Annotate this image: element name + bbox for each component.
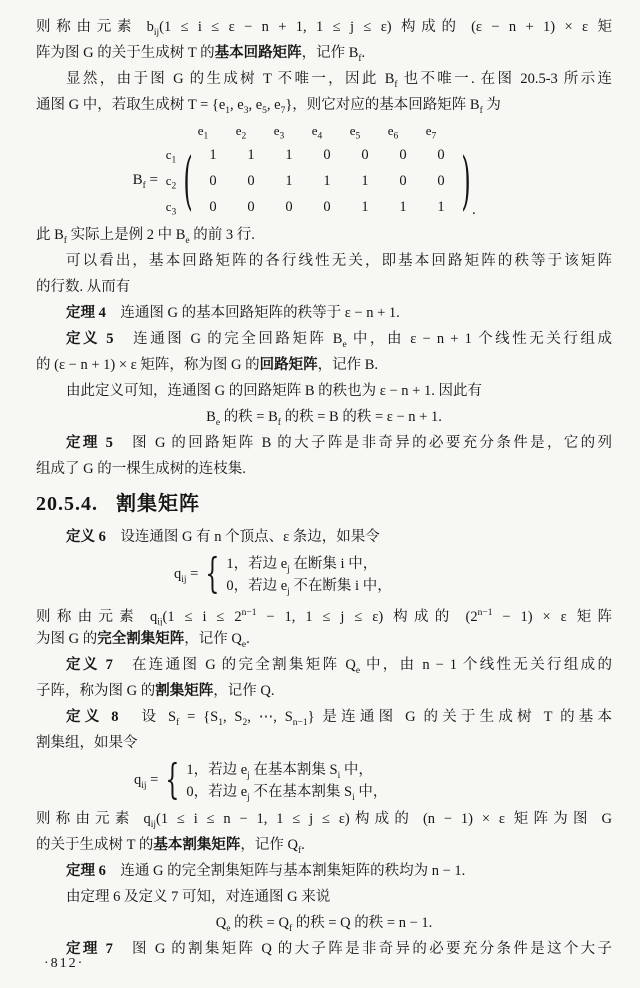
matrix-bf — [88, 120, 612, 220]
left-brace: { — [165, 757, 180, 805]
matrix-col-header: $e_6$ — [387, 123, 399, 142]
matrix-col-header: $e_4$ — [311, 123, 323, 142]
matrix-period: . — [472, 202, 476, 218]
matrix-name: $B_f$ = — [132, 171, 158, 191]
para-qf-def-line1: 则称由元素 $q_{ij}(1 \le i \le n - 1$, 1 ≤ j ≤ ε)构成的 (n − 1) × ε 矩阵为图 G — [36, 811, 612, 830]
matrix-cell: 0 — [437, 147, 445, 163]
theorem-5-line2: 组成了 G 的一棵生成树的连枝集. — [36, 461, 246, 477]
matrix-cell: 1 — [323, 173, 331, 189]
case-line: 0，若边 $e_j$ 不在基本割集 $S_i$ 中， — [186, 784, 388, 803]
matrix-col-header: $e_3$ — [273, 123, 285, 142]
para-circuit-matrix-def-line2: 阵为图 G 的关于生成树 T 的基本回路矩阵，记作 $B_f$. — [36, 45, 366, 64]
matrix-cell: 0 — [361, 147, 369, 163]
matrix-cell: 0 — [285, 199, 293, 215]
matrix-cell: 1 — [361, 199, 369, 215]
matrix-cell: 1 — [399, 199, 407, 215]
para-qe-def-line1: 则称由元素 $q_{ij}(1 \le i \le 2^{n-1} - 1$, 1 ≤ j ≤ ε) 构成的 $(2^{n-1} - 1) \times \varepsilon$ 矩阵 — [36, 608, 612, 626]
matrix-column-headers — [184, 120, 612, 142]
matrix-col-header: $e_5$ — [349, 123, 361, 142]
para-qe-def-line2: 为图 G 的完全割集矩阵，记作 $Q_e$. — [36, 631, 250, 650]
matrix-row — [194, 194, 460, 220]
case-line: 0，若边 $e_j$ 不在断集 i 中， — [226, 578, 392, 597]
formula-cutset-cases — [174, 553, 612, 597]
formula-fundamental-cutset-cases — [134, 759, 612, 803]
theorem-6: 定理 6 连通 G 的完全割集矩阵与基本割集矩阵的秩均为 n − 1. — [66, 863, 466, 879]
page-number: ·812· — [44, 956, 85, 971]
para-circuit-matrix-def-line1: 则称由元素 $b_{ij}(1 \le i \le \varepsilon - n + 1$, 1 ≤ j ≤ ε) 构成的 (ε − n + 1) × ε 矩 — [36, 19, 612, 38]
left-paren: ( — [183, 144, 193, 218]
matrix-col-header: $e_2$ — [235, 123, 247, 142]
right-paren: ) — [461, 144, 471, 218]
equation-rank-chain-b: $B_e$ 的秩 = $B_f$ 的秩 = B 的秩 = ε − n + 1. — [206, 409, 442, 428]
definition-7-line1: 定义 7 在连通图 G 的完全割集矩阵 $Q_e$ 中，由 n − 1 个线性无关行组成的 — [66, 657, 612, 676]
matrix-cell: 0 — [399, 173, 407, 189]
equation-rank-chain-q: $Q_e$ 的秩 = $Q_f$ 的秩 = Q 的秩 = n − 1. — [215, 915, 433, 934]
para-bf-not-unique-line1: 显然，由于图 G 的生成树 T 不唯一，因此 $B_f$ 也不唯一. 在图 20.5-3 所示连 — [66, 71, 612, 90]
case-lines — [226, 553, 391, 597]
para-rank-b: 由此定义可知，连通图 G 的回路矩阵 B 的秩也为 ε − n + 1. 因此有 — [66, 383, 482, 399]
matrix-cell: 1 — [285, 173, 293, 189]
para-rank-remark-line2: 的行数. 从而有 — [36, 279, 131, 295]
definition-8-line1: 定义 8 设 $S_f = \{S_1$, $S_2$, ⋯, $S_{n-1}$} 是连通图 G 的关于生成树 T 的基本 — [66, 709, 612, 728]
para-bf-not-unique-line2: 通图 G 中，若取生成树 $T = \{e_1$, $e_3$, $e_5$, $e_7$}，则它对应的基本回路矩阵 $B_f$ 为 — [36, 97, 501, 116]
definition-7-line2: 子阵，称为图 G 的割集矩阵，记作 Q. — [36, 683, 275, 699]
definition-6: 定义 6 设连通图 G 有 n 个顶点、ε 条边，如果令 — [66, 529, 380, 545]
matrix-cell: 0 — [399, 147, 407, 163]
matrix-row — [194, 142, 460, 168]
theorem-5-line1: 定理 5 图 G 的回路矩阵 B 的大子阵是非奇异的必要充分条件是，它的列 — [66, 435, 612, 451]
matrix-cell: 0 — [209, 173, 217, 189]
matrix-cell: 1 — [361, 173, 369, 189]
case-line: 1，若边 $e_j$ 在断集 i 中， — [226, 556, 378, 575]
matrix-cell: 0 — [323, 147, 331, 163]
matrix-cell: 1 — [247, 147, 255, 163]
theorem-7: 定理 7 图 G 的割集矩阵 Q 的大子阵是非奇异的必要充分条件是这个大子 — [66, 941, 612, 957]
matrix-cell: 0 — [323, 199, 331, 215]
matrix-row-label: $c_2$ — [165, 173, 177, 192]
theorem-4: 定理 4 连通图 G 的基本回路矩阵的秩等于 ε − n + 1. — [66, 305, 400, 321]
matrix-row-label: $c_1$ — [165, 147, 177, 166]
case-lines — [186, 759, 387, 803]
section-heading — [36, 490, 612, 518]
matrix-row-labels — [160, 142, 182, 220]
definition-8-line2: 割集组，如果令 — [36, 735, 138, 751]
matrix-cell: 0 — [247, 199, 255, 215]
para-from-thm6: 由定理 6 及定义 7 可知，对连通图 G 来说 — [66, 889, 331, 905]
para-rank-remark-line1: 可以看出，基本回路矩阵的各行线性无关，即基本回路矩阵的秩等于该矩阵 — [66, 253, 612, 269]
section-number: 20.5.4. — [36, 493, 98, 515]
definition-5-line1: 定义 5 连通图 G 的完全回路矩阵 $B_e$ 中，由 ε − n + 1 个线性无关行组成 — [66, 331, 612, 350]
section-title: 割集矩阵 — [116, 493, 200, 515]
para-qf-def-line2: 的关于生成树 T 的基本割集矩阵，记作 $Q_f$. — [36, 837, 305, 856]
matrix-cell: 0 — [247, 173, 255, 189]
matrix-grid — [194, 142, 460, 220]
matrix-cell: 1 — [437, 199, 445, 215]
formula-lhs: $q_{ij}$ = — [134, 771, 159, 791]
formula-lhs: $q_{ij}$ = — [174, 565, 199, 585]
definition-5-line2: 的 (ε − n + 1) × ε 矩阵，称为图 G 的回路矩阵，记作 B. — [36, 357, 379, 373]
matrix-col-header: $e_7$ — [425, 123, 437, 142]
matrix-cell: 0 — [209, 199, 217, 215]
matrix-cell: 1 — [209, 147, 217, 163]
para-bf-note: 此 $B_f$ 实际上是例 2 中 $B_e$ 的前 3 行. — [36, 227, 255, 246]
matrix-row-label: $c_3$ — [165, 199, 177, 218]
matrix-cell: 0 — [437, 173, 445, 189]
matrix-row — [194, 168, 460, 194]
matrix-cell: 1 — [285, 147, 293, 163]
case-line: 1，若边 $e_j$ 在基本割集 $S_i$ 中， — [186, 762, 373, 781]
left-brace: { — [205, 551, 220, 599]
matrix-body — [88, 142, 612, 220]
matrix-col-header: $e_1$ — [197, 123, 209, 142]
